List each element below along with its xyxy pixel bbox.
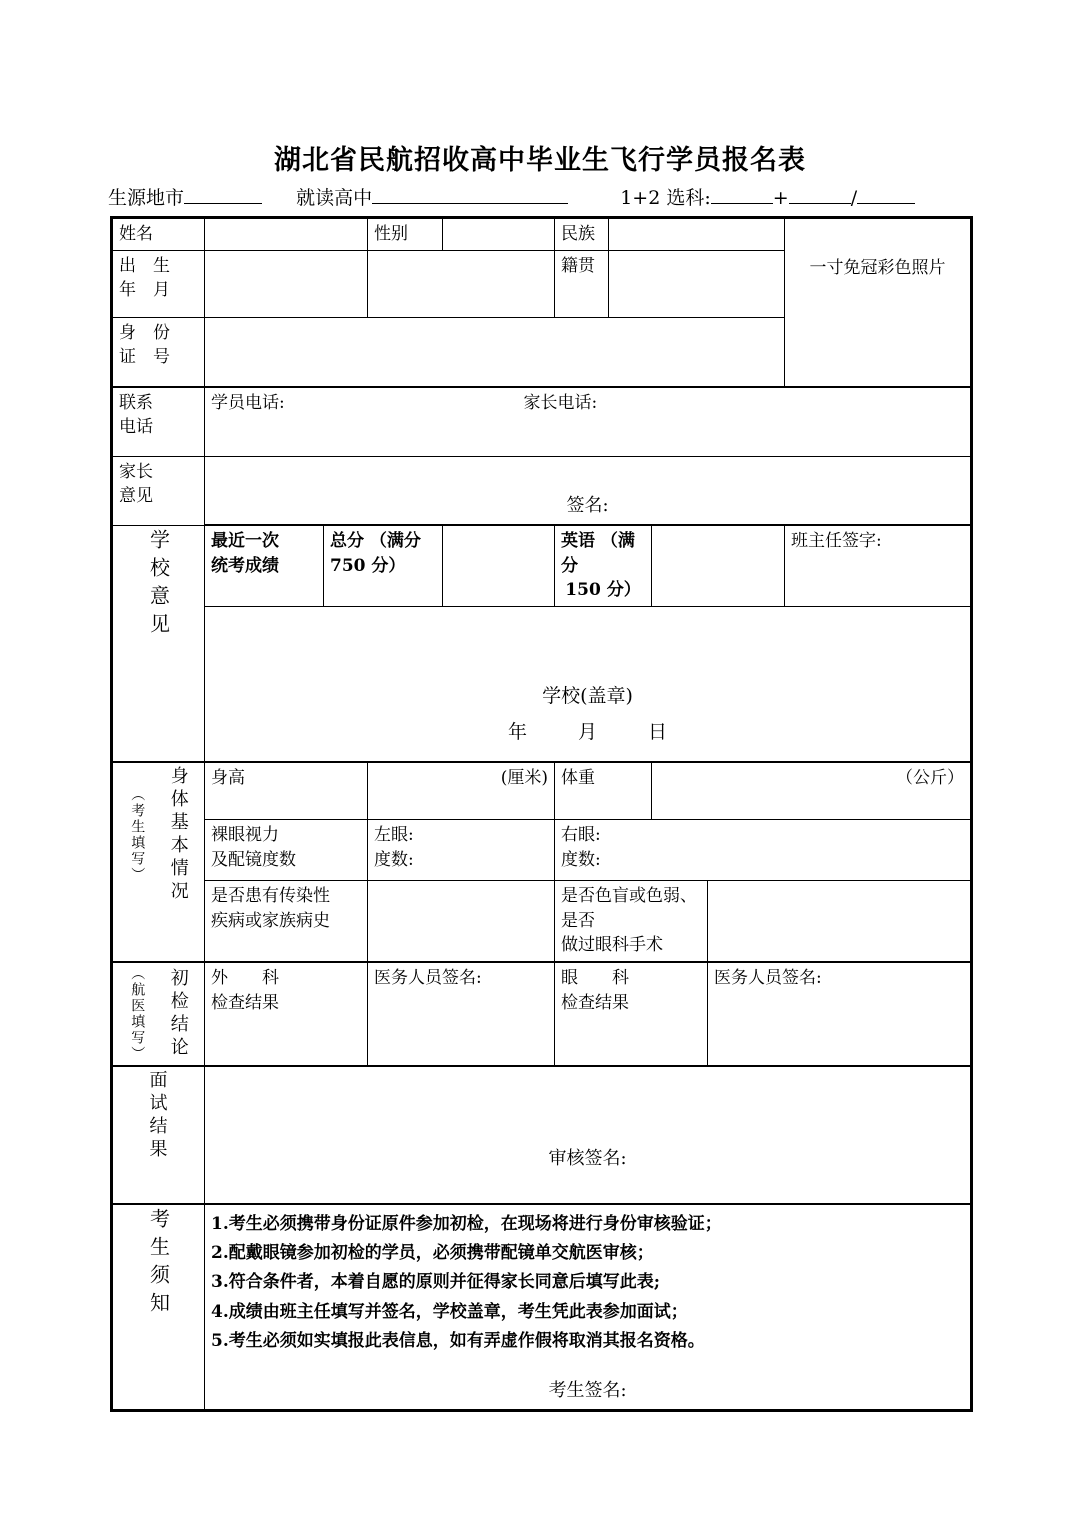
right-eye-label: 右眼: [561, 825, 601, 846]
table-row-interview [112, 1066, 972, 1204]
notice-item: 5.考生必须如实填报此表信息，如有弄虚作假将取消其报名资格。 [211, 1330, 705, 1351]
high-school-label: 就读高中 [296, 187, 373, 209]
school-opinion-label-cell [112, 525, 205, 762]
table-row-notice [112, 1204, 972, 1411]
school-opinion-label: 学校意见 [146, 528, 171, 641]
total-score-label [324, 525, 443, 606]
table-row-disease-colorblind [112, 881, 972, 962]
candidate-signature-label: 考生签名: [548, 1380, 627, 1402]
table-row-school-seal [112, 607, 972, 763]
gender-label: 性别 [368, 218, 443, 251]
gender-value-cell[interactable] [443, 218, 555, 251]
table-row-vision [112, 820, 972, 881]
colorblind-label-line2: 做过眼科手术 [561, 935, 663, 956]
recent-exam-label-line2: 统考成绩 [211, 555, 279, 576]
surgery-result-label-line1: 外 科 [211, 967, 279, 988]
review-signature-label: 审核签名: [548, 1147, 627, 1169]
weight-unit-label: （公斤） [896, 768, 965, 789]
registration-form-table [110, 216, 973, 1412]
english-score-label [555, 525, 652, 606]
eye-medic-signature-label: 医务人员签名: [714, 967, 822, 988]
student-phone-label: 学员电话: [211, 392, 285, 413]
parent-phone-label: 家长电话: [523, 392, 598, 413]
eye-medic-signature-cell[interactable] [708, 962, 972, 1066]
notice-item: 4.成绩由班主任填写并签名，学校盖章，考生凭此表参加面试； [211, 1301, 688, 1322]
id-number-label [112, 317, 205, 387]
birth-date-label [112, 250, 205, 317]
photo-label: 一寸免冠彩色照片 [809, 258, 946, 278]
left-eye-cell[interactable] [368, 820, 555, 881]
contact-phone-label-line2: 电话 [119, 417, 153, 438]
total-score-label-line1: 总分 （满分 [330, 531, 421, 552]
parent-signature-label: 签名: [566, 494, 609, 516]
subject-plus-sign: + [772, 187, 789, 209]
height-unit-cell[interactable] [368, 762, 555, 820]
subheader-line [108, 183, 972, 213]
table-row-initial-exam [112, 962, 972, 1066]
left-eye-degree-label: 度数: [374, 849, 414, 870]
headteacher-signature-label: 班主任签字: [785, 525, 972, 606]
page-title: 湖北省民航招收高中毕业生飞行学员报名表 [274, 145, 806, 176]
disease-history-value-cell[interactable] [368, 881, 555, 962]
parent-opinion-label [112, 456, 205, 525]
school-seal-label: 学校(盖章) [542, 685, 633, 708]
native-place-value-cell[interactable] [609, 250, 785, 317]
vision-label [205, 820, 368, 881]
height-label: 身高 [205, 762, 368, 820]
id-number-label-line1: 身 份 [119, 322, 170, 343]
parent-opinion-value-cell[interactable] [205, 456, 972, 525]
ethnicity-value-cell[interactable] [609, 218, 785, 251]
initial-exam-label-cell [112, 962, 205, 1066]
birth-extra-value-cell[interactable] [368, 250, 555, 317]
notice-list [211, 1208, 964, 1356]
eye-result-label [555, 962, 708, 1066]
notice-content-cell [205, 1204, 972, 1411]
date-month-label: 月 [577, 721, 597, 744]
native-place-label: 籍贯 [555, 250, 609, 317]
photo-placeholder-cell[interactable] [785, 218, 972, 387]
surgery-result-label [205, 962, 368, 1066]
notice-item: 3.符合条件者，本着自愿的原则并征得家长同意后填写此表; [211, 1272, 661, 1293]
vision-label-line1: 裸眼视力 [211, 825, 279, 846]
right-eye-degree-label: 度数: [561, 849, 601, 870]
school-seal-block [211, 610, 964, 750]
initial-exam-main-label: 初检结论 [167, 967, 189, 1060]
table-row-school-scores [112, 525, 972, 606]
birth-date-label-line1: 出 生 [119, 255, 170, 276]
table-row-contact [112, 387, 972, 457]
english-score-value-cell[interactable] [652, 525, 785, 606]
contact-phone-label [112, 387, 205, 457]
subject-choice-label: 1+2 选科: [620, 187, 711, 209]
weight-label: 体重 [555, 762, 652, 820]
height-unit-label: (厘米) [500, 768, 548, 789]
school-seal-date [211, 714, 964, 750]
left-eye-label: 左眼: [374, 825, 414, 846]
eye-result-label-line1: 眼 科 [561, 967, 629, 988]
notice-item: 1.考生必须携带身份证原件参加初检，在现场将进行身份审核验证； [211, 1213, 722, 1234]
origin-city-blank[interactable] [184, 184, 262, 204]
id-number-value-cell[interactable] [205, 317, 785, 387]
english-score-label-line1: 英语 （满分 [561, 531, 635, 576]
weight-unit-cell[interactable] [652, 762, 972, 820]
name-value-cell[interactable] [205, 218, 368, 251]
total-score-value-cell[interactable] [443, 525, 555, 606]
total-score-label-line2: 750 分） [330, 555, 406, 576]
interview-result-label: 面试结果 [146, 1069, 168, 1162]
birth-date-label-line2: 年 月 [119, 280, 170, 301]
disease-history-label-line2: 疾病或家族病史 [211, 910, 330, 931]
colorblind-label [555, 881, 708, 962]
notice-item: 2.配戴眼镜参加初检的学员，必须携带配镜单交航医审核； [211, 1243, 654, 1264]
table-row-name [112, 218, 972, 251]
name-label: 姓名 [112, 218, 205, 251]
birth-date-value-cell[interactable] [205, 250, 368, 317]
right-eye-cell[interactable] [555, 820, 972, 881]
notice-label-cell [112, 1204, 205, 1411]
recent-exam-label-line1: 最近一次 [211, 531, 279, 552]
recent-exam-label [205, 525, 324, 606]
high-school-blank[interactable] [372, 184, 568, 204]
table-row-parent-opinion [112, 456, 972, 525]
disease-history-label [205, 881, 368, 962]
date-year-label: 年 [507, 721, 527, 744]
id-number-label-line2: 证 号 [119, 347, 170, 368]
parent-opinion-label-line1: 家长 [119, 461, 153, 482]
colorblind-value-cell[interactable] [708, 881, 972, 962]
english-score-label-line2: 150 分） [565, 580, 641, 601]
contact-phone-label-line1: 联系 [119, 392, 153, 413]
initial-exam-sublabel: （航医填写） [129, 965, 146, 1062]
interview-result-cell[interactable] [205, 1066, 972, 1204]
surgery-result-label-line2: 检查结果 [211, 992, 279, 1013]
parent-opinion-label-line2: 意见 [119, 486, 153, 507]
interview-label-cell [112, 1066, 205, 1204]
vision-label-line2: 及配镜度数 [211, 849, 296, 870]
subject-slash-sign: / [850, 187, 858, 209]
subject-blank-2[interactable] [789, 184, 851, 204]
surgery-medic-signature-cell[interactable] [368, 962, 555, 1066]
physical-main-label: 身体基本情况 [167, 766, 189, 905]
eye-result-label-line2: 检查结果 [561, 992, 629, 1013]
notice-label: 考生须知 [146, 1207, 171, 1320]
ethnicity-label: 民族 [555, 218, 609, 251]
contact-phone-value-cell[interactable] [205, 387, 972, 457]
date-day-label: 日 [647, 721, 667, 744]
physical-sublabel: （考生填写） [129, 787, 146, 884]
subject-blank-3[interactable] [857, 184, 915, 204]
school-seal-cell[interactable] [205, 607, 972, 763]
table-row-height-weight [112, 762, 972, 820]
colorblind-label-line1: 是否色盲或色弱、是否 [561, 886, 697, 931]
subject-blank-1[interactable] [711, 184, 773, 204]
surgery-medic-signature-label: 医务人员签名: [374, 967, 482, 988]
disease-history-label-line1: 是否患有传染性 [211, 886, 330, 907]
physical-label-cell [112, 762, 205, 962]
origin-city-label: 生源地市 [108, 187, 185, 209]
